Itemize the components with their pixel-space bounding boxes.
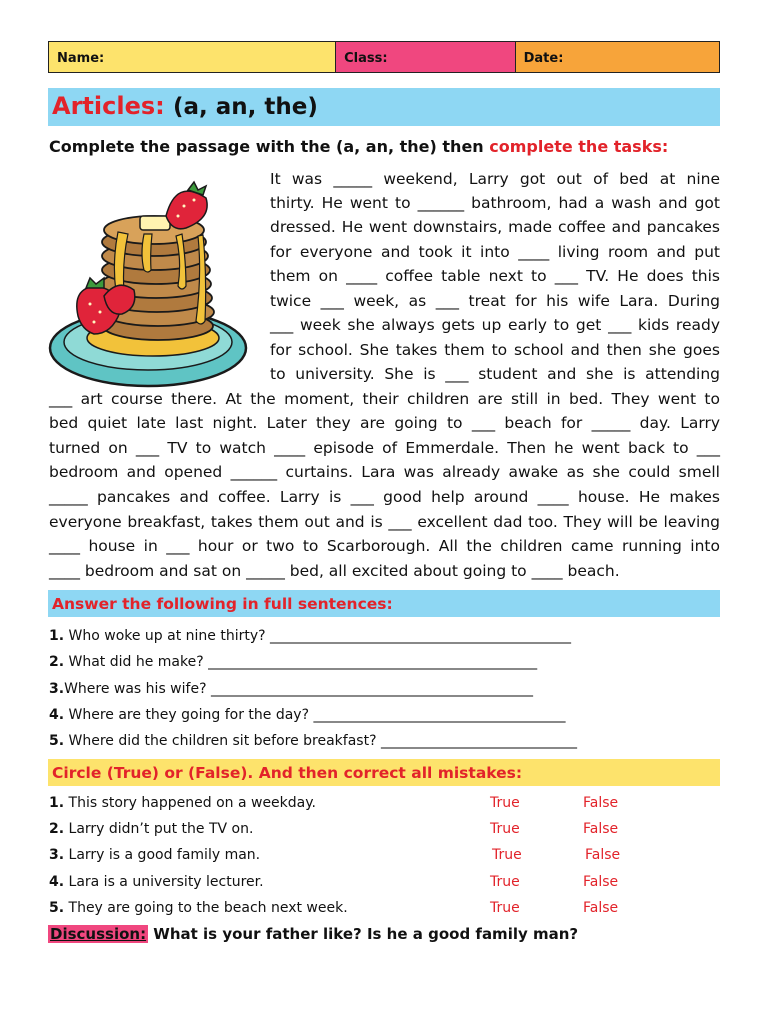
statement-4: 4. Lara is a university lecturer. (49, 874, 264, 890)
passage-line: _____ pancakes and coffee. Larry is ___ good help around ____ house. He makes (49, 488, 720, 506)
passage-line: dressed. He went downstairs, made coffee and pancakes (270, 218, 720, 236)
false-option-3[interactable]: False (585, 847, 621, 863)
passage-line: everyone breakfast, takes them out and is ___ excellent dad too. They will be leaving (49, 513, 720, 531)
true-option-5[interactable]: True (490, 900, 520, 916)
passage-line: ____ house in ___ hour or two to Scarborough. All the children came running into (49, 537, 720, 555)
passage-line: thirty. He went to ______ bathroom, had a wash and got (270, 194, 720, 212)
question-1[interactable]: 1. Who woke up at nine thirty? ___________________________________________ (49, 628, 572, 644)
student-info-table (48, 41, 720, 73)
discussion (48, 925, 578, 943)
passage-line: ____ bedroom and sat on _____ bed, all excited about going to ____ beach. (49, 562, 620, 580)
truefalse-section-title: Circle (True) or (False). And then correct all mistakes: (52, 764, 523, 782)
date-field[interactable] (516, 42, 719, 72)
passage-line: It was _____ weekend, Larry got out of bed at nine (270, 170, 720, 188)
name-label: Name: (57, 51, 105, 66)
passage-line: turned on ___ TV to watch ____ episode of Emmerdale. Then he went back to ___ (49, 439, 720, 457)
passage-line: for school. She takes them to school and then she goes (270, 341, 720, 359)
passage-line: twice ___ week, as ___ treat for his wife Lara. During (270, 292, 720, 310)
false-option-1[interactable]: False (583, 795, 619, 811)
passage-line: bedroom and opened ______ curtains. Lara was already awake as she could smell (49, 463, 720, 481)
passage-line: bed quiet late last night. Later they are going to ___ beach for _____ day. Larry (49, 414, 720, 432)
question-3[interactable]: 3.Where was his wife? ______________________________________________ (49, 681, 533, 697)
true-option-1[interactable]: True (490, 795, 520, 811)
instruction (49, 137, 668, 156)
passage-line: ___ art course there. At the moment, their children are still in bed. They went to (49, 390, 720, 408)
class-label: Class: (344, 51, 388, 66)
question-5[interactable]: 5. Where did the children sit before breakfast? ____________________________ (49, 733, 577, 749)
false-option-4[interactable]: False (583, 874, 619, 890)
name-field[interactable] (49, 42, 336, 72)
passage-line: to university. She is ___ student and she is attending (270, 365, 720, 383)
false-option-5[interactable]: False (583, 900, 619, 916)
true-option-3[interactable]: True (492, 847, 522, 863)
page-title: Articles: (52, 92, 165, 120)
instruction-text: Complete the passage with the (a, an, the) then (49, 137, 484, 156)
page-subtitle: (a, an, the) (173, 94, 318, 120)
passage-line: ___ week she always gets up early to get ___ kids ready (270, 316, 720, 334)
statement-3: 3. Larry is a good family man. (49, 847, 261, 863)
passage-line: for everyone and took it into ____ living room and put (270, 243, 720, 261)
false-option-2[interactable]: False (583, 821, 619, 837)
date-label: Date: (523, 51, 564, 66)
statement-1: 1. This story happened on a weekday. (49, 795, 316, 811)
question-4[interactable]: 4. Where are they going for the day? ____________________________________ (49, 707, 566, 723)
passage-line: them on ____ coffee table next to ___ TV. He does this (270, 267, 720, 285)
answer-section-title: Answer the following in full sentences: (52, 595, 393, 613)
question-2[interactable]: 2. What did he make? _______________________________________________ (49, 654, 538, 670)
discussion-question: What is your father like? Is he a good family man? (148, 925, 579, 943)
statement-2: 2. Larry didn’t put the TV on. (49, 821, 254, 837)
true-option-2[interactable]: True (490, 821, 520, 837)
pancakes-strawberry-illustration (48, 176, 254, 391)
true-option-4[interactable]: True (490, 874, 520, 890)
instruction-highlight: complete the tasks: (489, 137, 669, 156)
discussion-label: Discussion: (50, 925, 147, 943)
class-field[interactable] (336, 42, 515, 72)
statement-5: 5. They are going to the beach next week. (49, 900, 348, 916)
